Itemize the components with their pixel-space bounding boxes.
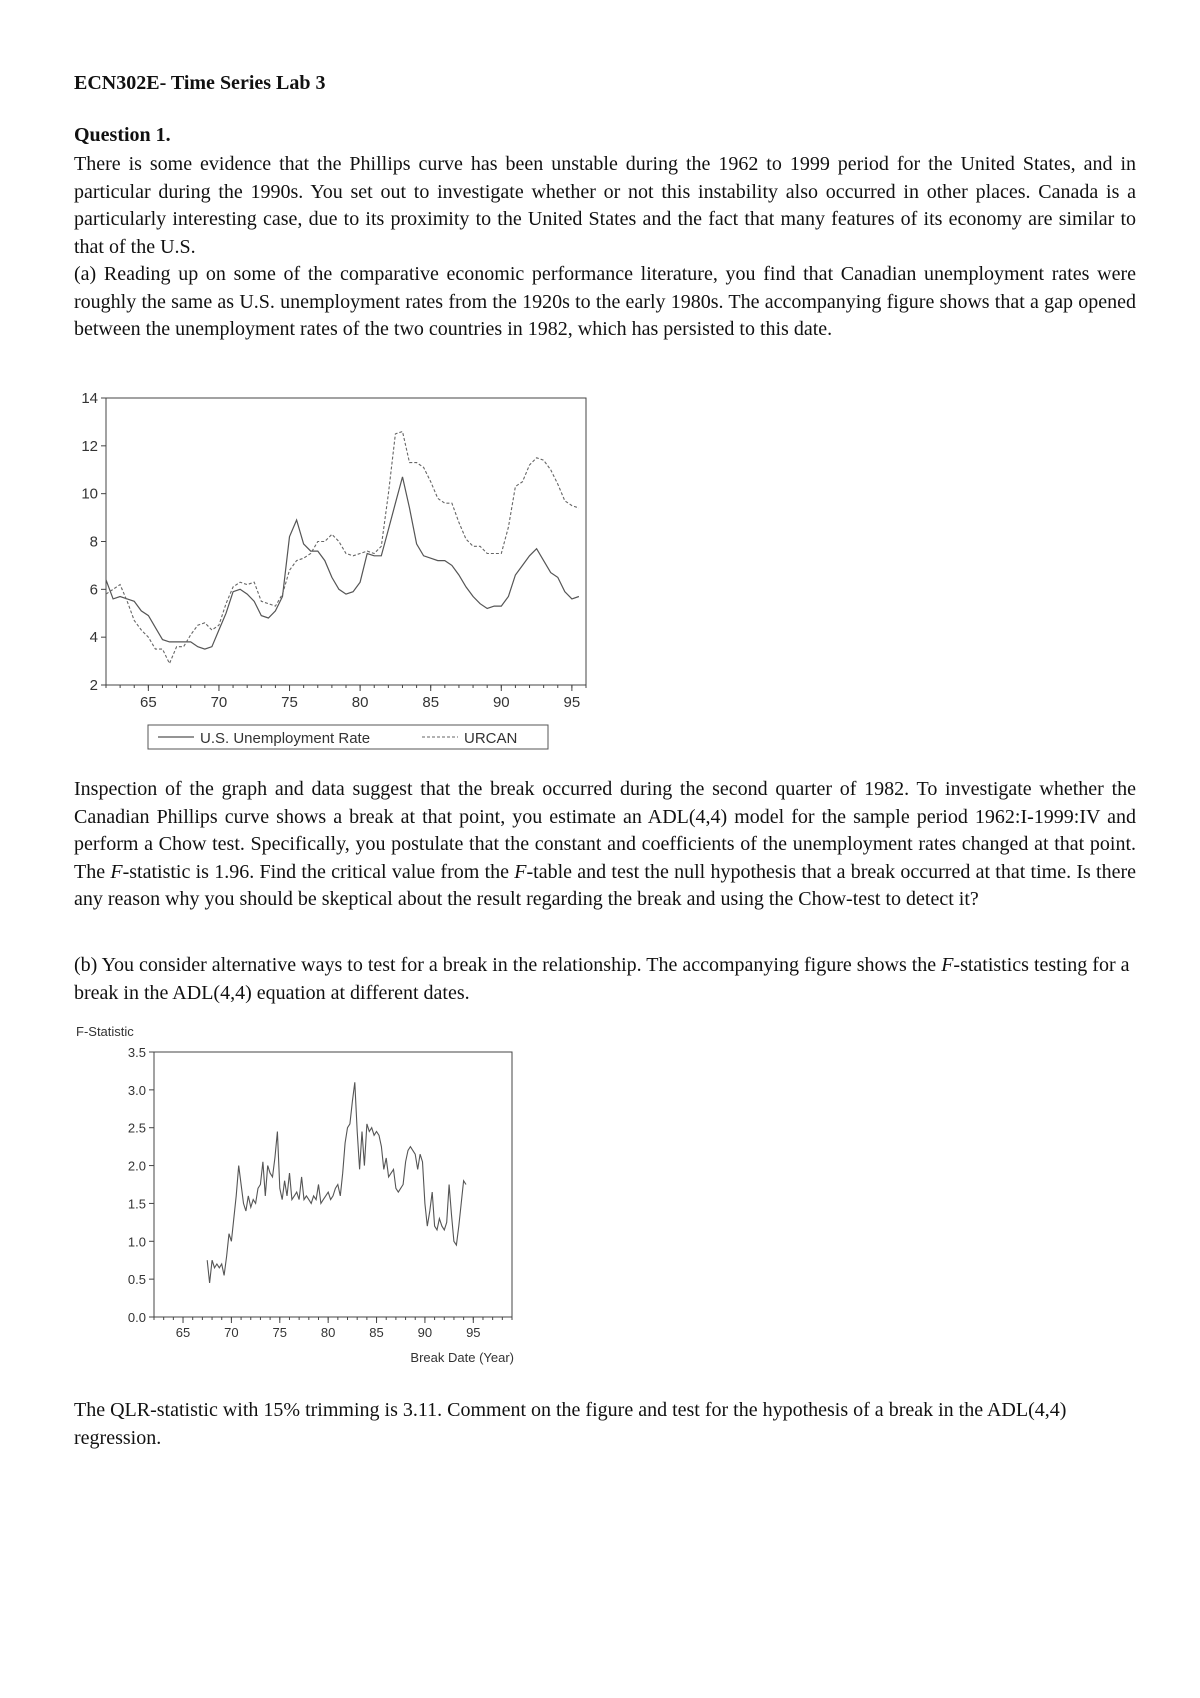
closing-paragraph: The QLR-statistic with 15% trimming is 3.11. Comment on the figure and test for the hypothesis of a break in the ADL(4,4) regression. bbox=[74, 1399, 1067, 1449]
x-tick-label: 75 bbox=[272, 1325, 288, 1340]
x-tick-label: 70 bbox=[210, 694, 228, 711]
y-tick-label: 3.5 bbox=[127, 1045, 146, 1060]
x-tick-label: 70 bbox=[224, 1325, 239, 1340]
part-a-paragraph: (a) Reading up on some of the comparative economic performance literature, you find that Canadian unemployment rates were roughly the same as U.S. unemployment rates from the 1920s to the early 1980s. The accompanying figure shows that a gap opened between the unemployment rates of the two countries in 1982, which has persisted to this date. bbox=[74, 263, 1136, 340]
x-tick-label: 65 bbox=[175, 1325, 191, 1340]
part-b-f-symbol: F bbox=[941, 954, 954, 976]
series-urcan-line bbox=[106, 432, 579, 664]
y-tick-label: 0.5 bbox=[127, 1272, 146, 1288]
legend-label-us: U.S. Unemployment Rate bbox=[200, 730, 371, 747]
document-title: ECN302E- Time Series Lab 3 bbox=[74, 72, 326, 94]
y-tick-label: 4 bbox=[89, 629, 98, 647]
x-tick-label: 95 bbox=[563, 694, 581, 711]
x-tick-label: 80 bbox=[351, 694, 369, 711]
x-axis-label: Break Date (Year) bbox=[410, 1350, 514, 1365]
y-tick-label: 1.5 bbox=[127, 1196, 146, 1212]
y-tick-label: 2 bbox=[89, 677, 98, 694]
part-b-paragraph bbox=[74, 952, 1136, 1007]
part-a-text-3: -table and test the null hypothesis that a break occurred at that time. Is there any reason why you should be skeptical about the result regarding the break and using the Chow-test to detect it? bbox=[74, 860, 1137, 910]
part-a-question-paragraph bbox=[74, 776, 1136, 914]
y-tick-label: 2.5 bbox=[127, 1120, 146, 1136]
part-b-text-2: -statistics testing for a break in the ADL(4,4) equation at different dates. bbox=[74, 954, 1130, 1004]
y-tick-label: 6 bbox=[89, 581, 98, 599]
x-tick-label: 65 bbox=[140, 694, 157, 711]
y-axis-label: F-Statistic bbox=[76, 1024, 134, 1039]
y-tick-label: 2.0 bbox=[127, 1158, 146, 1174]
question-heading: Question 1. bbox=[74, 124, 171, 146]
x-tick-label: 85 bbox=[369, 1325, 384, 1340]
part-b-text-1: (b) You consider alternative ways to test for a break in the relationship. The accompanying figure shows the bbox=[74, 954, 942, 976]
intro-paragraph: There is some evidence that the Phillips curve has been unstable during the 1962 to 1999 period for the United States, and in particular during the 1990s. You set out to investigate whether or not this instability also occurred in other places. Canada is a particularly interesting case, due to its proximity to the United States and the fact that many features of its economy are similar to that of the U.S. bbox=[74, 153, 1136, 258]
legend-label-urcan: URCAN bbox=[464, 730, 518, 747]
series-f-statistic-line bbox=[207, 1082, 466, 1283]
x-tick-label: 80 bbox=[320, 1325, 336, 1340]
part-a-text-1: Inspection of the graph and data suggest that the break occurred during the second quarter of 1982. To investigate whether the Canadian Phillips curve shows a break at that point, you estimate an ADL(4,4) model for the sample period 1962:I-1999:IV and perform a Chow test. Specifically, you postulate that the constant and coefficients of the unemployment rates changed at that point. The bbox=[74, 778, 1136, 883]
y-tick-label: 3.0 bbox=[127, 1082, 146, 1098]
part-a-f-symbol-2: F bbox=[514, 860, 527, 883]
y-tick-label: 10 bbox=[81, 485, 98, 503]
part-a-f-symbol-1: F bbox=[110, 860, 123, 883]
y-tick-label: 8 bbox=[89, 533, 98, 551]
x-tick-label: 95 bbox=[466, 1325, 481, 1340]
x-tick-label: 75 bbox=[281, 694, 298, 711]
y-tick-label: 14 bbox=[81, 390, 98, 407]
y-tick-label: 1.0 bbox=[127, 1234, 146, 1250]
series-us-unemployment-line bbox=[106, 477, 579, 649]
y-tick-label: 0.0 bbox=[127, 1310, 146, 1325]
x-tick-label: 90 bbox=[492, 694, 510, 711]
unemployment-chart bbox=[74, 388, 594, 748]
plot-frame bbox=[154, 1052, 512, 1317]
x-tick-label: 85 bbox=[422, 694, 440, 711]
y-tick-label: 12 bbox=[81, 437, 98, 455]
part-a-text-2: -statistic is 1.96. Find the critical value from the bbox=[122, 860, 515, 883]
x-tick-label: 90 bbox=[417, 1325, 433, 1340]
f-statistic-chart bbox=[74, 1022, 544, 1365]
